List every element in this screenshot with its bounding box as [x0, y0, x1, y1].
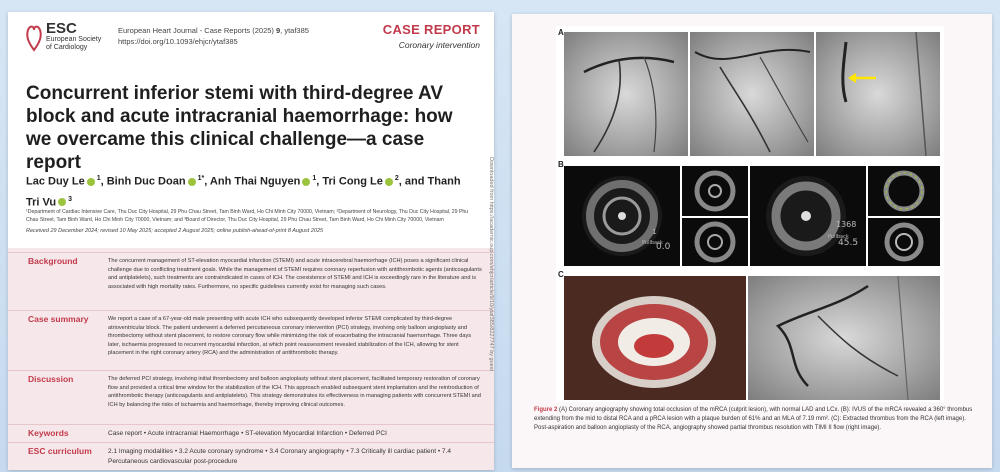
author-name[interactable]: Anh Thai Nguyen — [209, 175, 301, 188]
author-name[interactable]: Binh Duc Doan — [106, 175, 186, 188]
figure-caption: Figure 2 (A) Coronary angiography showing total occlusion of the mRCA (culprit lesion), with normal LAD and LCx. (B): IVUS of the mRCA revealed a 360° thrombus extending from the mid to distal RCA and a pRCA lesion with a plaque burden of 61% and an MLA of 7.19 mm². (C): Extracted thrombus from the RCA (left image). Post-aspiration and balloon angioplasty of the RCA, angiography showed partial thrombus resolution with TIMI II flow (right image). — [534, 407, 973, 431]
abstract-esc-curriculum: ESC curriculum 2.1 Imaging modalities • 3.2 Acute coronary syndrome • 3.4 Coronary angiography • 7.3 Critically ill cardiac patient • 7.4 Percutaneous cardiovascular post-procedure — [8, 442, 494, 470]
article-header — [26, 20, 486, 62]
orcid-icon[interactable] — [87, 178, 95, 186]
article-subject: Coronary intervention — [398, 40, 480, 50]
angiogram-panel-a3 — [816, 32, 940, 156]
author-affiliation-marker: 1 — [312, 175, 317, 182]
article-first-page — [8, 12, 494, 470]
author-name[interactable]: Tri Cong Le — [322, 175, 383, 188]
esc-logo-subtitle: European Society of Cardiology — [46, 36, 102, 51]
thrombus-specimen — [564, 276, 746, 400]
orcid-icon[interactable] — [302, 178, 310, 186]
abstract-case-summary: Case summary We report a case of a 67-year-old male presenting with acute ICH who subsequently developed inferior STEMI complicated by third-degree atrioventricular block. The patient underwent a deferred percutaneous coronary intervention (PCI) strategy, involving only balloon angioplasty and thrombectomy without stent placement, to restore coronary flow while minimizing the risk of exacerbating the intracranial haemorrhage. Three days later, ischaemia progressed to recurrent myocardial infarction, at which point reassessment revealed stabilization of the ICH, allowing for stent placement in the right coronary artery (RCA) and the administration of antithrombotic therapy. — [8, 310, 494, 370]
download-watermark: Downloaded from https://academic.oup.com/ehjcr/article/9/10/ytaf385/8227747 by guest — [488, 157, 494, 372]
esc-logo-text: ESC — [46, 20, 77, 37]
article-title: Concurrent inferior stemi with third-degree AV block and acute intracranial haemorrhage: how we overcame this clinical challenge—a case report — [26, 83, 453, 173]
author-affiliation-marker: 3 — [68, 195, 73, 203]
doi-link[interactable]: https://doi.org/10.1093/ehjcr/ytaf385 — [118, 37, 238, 46]
ivus-panel-b2 — [682, 166, 748, 216]
affiliations: ¹Department of Cardiac Intensive Care, Thu Duc City Hospital, 29 Phu Chau Street, Tam Binh Ward, Ho Chi Minh City 70000, Vietnam; ²Department of Neurology, Thu Duc City Hospital, 29 Phu Chau Street, Tam Binh Ward, Ho Chi Minh City 70000, Vietnam; and ³Board of Director, Thu Duc City Hospital, 29 Phu Chau Street, Tam Binh Ward, Ho Chi Minh City 70000, Vietnam — [26, 209, 469, 223]
orcid-icon[interactable] — [188, 178, 196, 186]
ivus-panel-b3 — [682, 218, 748, 266]
post-angioplasty-angiogram — [748, 276, 940, 400]
ivus-cross-section — [750, 166, 866, 266]
author-separator: , — [398, 175, 405, 188]
journal-citation: European Heart Journal - Case Reports (2025) 9, ytaf385 https://doi.org/10.1093/ehjcr/ytaf385 — [118, 26, 309, 46]
ivus-panel-b1: 1 Pullback 0.0 — [564, 166, 680, 266]
figure-2 — [556, 26, 944, 402]
abstract-background: Background The concurrent management of ST-elevation myocardial infarction (STEMI) and acute intracerebral haemorrhage (ICH) poses a significant clinical challenge due to conflicting treatment goals. While the management of STEMI requires coronary reperfusion with antithrombotic agents (anticoagulants and antiplatelets), such treatments are contraindicated in cases of ICH. The coexistence of STEMI and ICH is exceedingly rare in the literature and is associated with high mortality rates. Furthermore, no specific guidelines currently exist for managing such cases. — [8, 252, 494, 310]
extracted-thrombus-photo — [564, 276, 746, 400]
author-name[interactable]: Thanh Tri Vu — [26, 175, 461, 209]
author-affiliation-marker: 1 — [96, 175, 101, 182]
author-affiliation-marker: 1* — [197, 175, 205, 182]
author-affiliation-marker: 2 — [394, 175, 399, 182]
angiogram-panel-a2 — [690, 32, 814, 156]
received-dates: Received 29 December 2024; revised 10 May 2025; accepted 2 August 2025; online publish-ahead-of-print 8 August 2025 — [26, 228, 324, 234]
arrowhead-icon — [848, 73, 856, 83]
ivus-panel-b6 — [868, 218, 940, 266]
ivus-panel-b4: 1368 Pullback 45.5 — [750, 166, 866, 266]
orcid-icon[interactable] — [385, 178, 393, 186]
esc-heart-logo-icon — [26, 22, 42, 52]
article-type: CASE REPORT — [382, 22, 480, 37]
author-name[interactable]: Lac Duy Le — [26, 175, 85, 188]
coronary-vessel-drawing — [748, 276, 940, 400]
panel-label-a: A — [558, 28, 564, 37]
author-separator: , — [204, 175, 210, 188]
coronary-vessel-drawing — [564, 32, 688, 156]
abstract-keywords: Keywords Case report • Acute intracranial Haemorrhage • ST-elevation Myocardial Infarction • Deferred PCI — [8, 424, 494, 442]
structured-abstract — [8, 248, 494, 470]
panel-label-b: B — [558, 160, 564, 169]
figure-page — [512, 14, 992, 468]
abstract-discussion: Discussion The deferred PCI strategy, involving initial thrombectomy and balloon angioplasty without stent placement, facilitated temporary restoration of coronary flow and provided a critical time window for the stabilization of the ICH. This approach enabled subsequent stent implantation and the reintroduction of antithrombotic therapy (anticoagulants and antiplatelets). This strategy demonstrates its effectiveness in managing patients with concurrent STEMI and ICH by balancing the risks of ischaemia and haemorrhage, thereby improving clinical outcomes. — [8, 370, 494, 424]
orcid-icon[interactable] — [58, 198, 66, 206]
coronary-vessel-drawing — [690, 32, 814, 156]
author-list — [26, 170, 466, 211]
ivus-panel-b5 — [868, 166, 940, 216]
panel-label-c: C — [558, 270, 564, 279]
coronary-vessel-drawing — [816, 32, 940, 156]
author-separator: , — [100, 175, 107, 188]
author-separator: , — [316, 175, 323, 188]
angiogram-panel-a1 — [564, 32, 688, 156]
author-and: and — [404, 175, 428, 188]
